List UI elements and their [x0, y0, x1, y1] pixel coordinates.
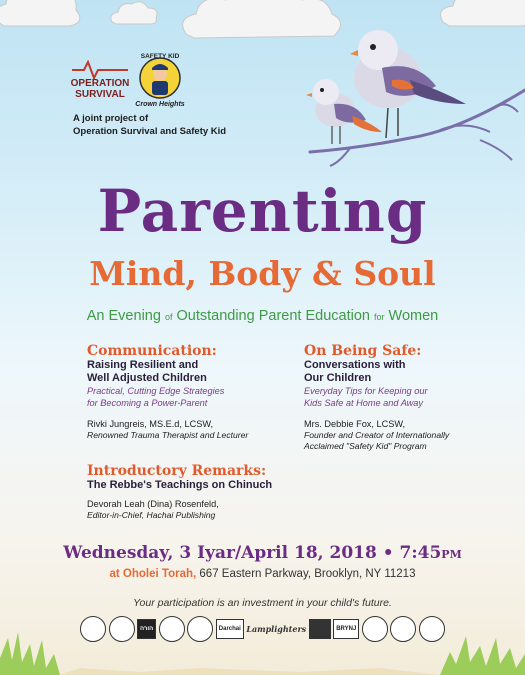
svg-text:SAFETY KID: SAFETY KID: [140, 53, 180, 60]
event-ampm: PM: [441, 548, 462, 561]
speaker-role: Acclaimed "Safety Kid" Program: [304, 441, 427, 451]
sponsor-logo: Lamplighters: [246, 624, 307, 634]
footer-note: Your participation is an investment in your child's future.: [133, 597, 392, 609]
session-intro: [87, 463, 272, 521]
event-venue: [0, 567, 525, 581]
session-description: Kids Safe at Home and Away: [304, 398, 423, 408]
session-safety: [304, 343, 449, 452]
joint-project-line2: Operation Survival and Safety Kid: [73, 126, 227, 137]
event-date: Wednesday, 3 Iyar/April 18, 2018 • 7:45: [63, 543, 442, 563]
session-title: The Rebbe's Teachings on Chinuch: [87, 479, 273, 491]
sponsor-logo: הורה: [137, 619, 156, 639]
speaker-role: Renowned Trauma Therapist and Lecturer: [87, 430, 249, 440]
session-title: Well Adjusted Children: [87, 372, 207, 384]
session-heading: Communication:: [87, 343, 217, 359]
speaker-name: Devorah Leah (Dina) Rosenfeld,: [87, 499, 219, 509]
session-title: Our Children: [304, 372, 372, 384]
session-description: Practical, Cutting Edge Strategies: [87, 386, 225, 396]
joint-project-line1: A joint project of: [73, 113, 149, 124]
event-tagline: [0, 306, 525, 327]
session-heading: On Being Safe:: [304, 343, 422, 359]
session-communication: [87, 343, 248, 441]
session-description: Everyday Tips for Keeping our: [304, 386, 428, 396]
tagline-part: An Evening: [86, 308, 165, 324]
speaker-role: Founder and Creator of Internationally: [304, 430, 450, 440]
speaker-name: Rivki Jungreis, MS.E.d, LCSW,: [87, 419, 214, 429]
sponsor-logo: Darchai: [216, 619, 244, 639]
cloud-illustration: [108, 0, 160, 26]
grass-illustration: [0, 618, 525, 675]
svg-text:SURVIVAL: SURVIVAL: [75, 89, 125, 100]
operation-survival-logo: [70, 60, 130, 102]
session-title: Conversations with: [304, 359, 406, 371]
venue-address: 667 Eastern Parkway, Brooklyn, NY 11213: [196, 568, 416, 580]
tagline-small: of: [164, 312, 173, 322]
joint-project-note: [73, 112, 226, 138]
session-description: for Becoming a Power-Parent: [87, 398, 208, 408]
svg-text:OPERATION: OPERATION: [70, 78, 130, 89]
event-title: Parenting: [97, 177, 428, 245]
event-subtitle: Mind, Body & Soul: [89, 254, 436, 293]
event-date-time: [0, 543, 525, 565]
sponsor-logo: BRYNJ: [333, 619, 359, 639]
session-heading: Introductory Remarks:: [87, 463, 267, 479]
safety-kid-logo: [132, 52, 188, 108]
venue-name: at Oholei Torah,: [109, 568, 197, 580]
speaker-role: Editor-in-Chief, Hachai Publishing: [87, 510, 216, 520]
tagline-small: for: [374, 312, 385, 322]
cloud-illustration: [0, 0, 85, 30]
birds-on-branch-illustration: [290, 20, 525, 180]
speaker-name: Mrs. Debbie Fox, LCSW,: [304, 419, 406, 429]
tagline-part: Women: [384, 308, 439, 324]
tagline-part: Outstanding Parent Education: [172, 308, 374, 324]
session-title: Raising Resilient and: [87, 359, 199, 371]
svg-text:Crown Heights: Crown Heights: [135, 101, 185, 108]
